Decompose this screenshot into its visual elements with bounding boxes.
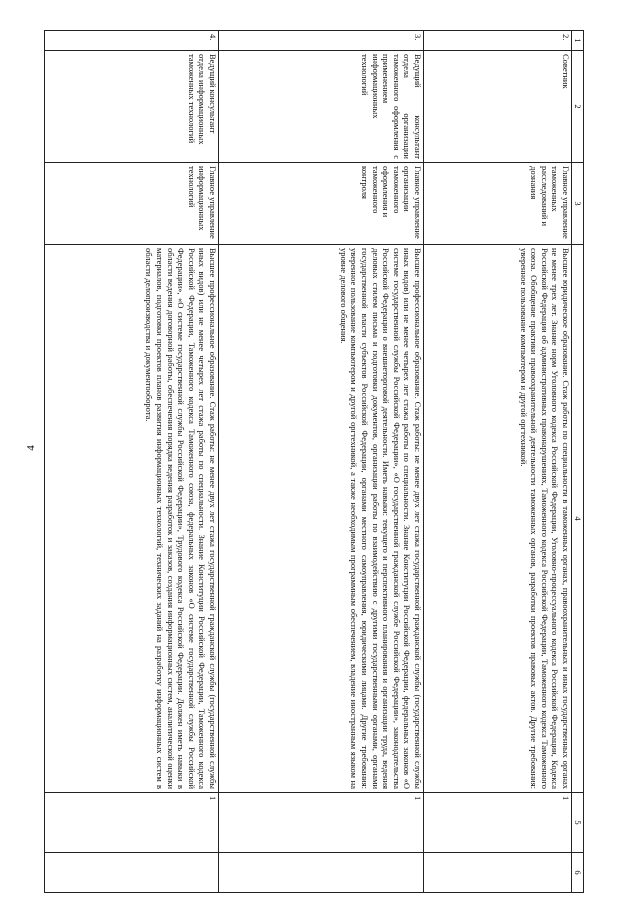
rotated-table-container <box>44 30 584 892</box>
column-header: 5 <box>572 793 584 853</box>
table-row <box>424 31 572 893</box>
header-row <box>572 31 584 893</box>
column-6-cell <box>45 853 219 893</box>
column-6-cell <box>424 853 572 893</box>
vacancy-table <box>44 30 584 893</box>
department-name: Главное управление организации таможенного оформления и таможенного контроля <box>219 163 424 245</box>
qualification-requirements: Высшее юридическое образование. Стаж работы по специальности в таможенных органах, правоохранительных и иных государственных органах не менее трех лет. Знание норм Уголовного кодекса Российской Федерации, Уголовно-процессуального кодекса Российской Федерации, Кодекса Российской Федерации об административных правонарушениях, Таможенного кодекса Российской Федерации, Таможенного кодекса Таможенного союза. Обобщение практики правоохранительной деятельности таможенных органов, разработки проектов правовых актов. Другие требования: уверенное пользование компьютером и другой оргтехникой. <box>424 245 572 793</box>
row-number: 4. <box>45 31 219 51</box>
column-header: 4 <box>572 245 584 793</box>
table-row <box>219 31 424 893</box>
row-number: 2. <box>424 31 572 51</box>
column-header: 6 <box>572 853 584 893</box>
vacancy-count: 1 <box>45 793 219 853</box>
vacancy-count: 1 <box>219 793 424 853</box>
page-number: 4 <box>24 445 37 451</box>
position-title: Советник <box>424 51 572 163</box>
position-title: Ведущий консультант отдела информационных таможенных технологий <box>45 51 219 163</box>
vacancy-count: 1 <box>424 793 572 853</box>
department-name: Главное управление таможенных расследований и дознания <box>424 163 572 245</box>
column-header: 3 <box>572 163 584 245</box>
qualification-requirements: Высшее профессиональное образование. Стаж работы: не менее двух лет стажа государственной гражданской службы (государственной службы иных видов) или не менее четырех лет стажа работы по специальности. Знание Конституции Российской Федерации, Таможенного кодекса Российской Федерации, Таможенного кодекса Таможенного союза, федеральных законов «О системе государственной службы Российской Федерации», «О системе государственной службы Российской Федерации», Трудового кодекса Российской Федерации. Должен иметь навыки в области ведения договорной работы, обеспечения порядка ведения разработок и заказов, создания информационных систем, аналитической оценки материалов, подготовки проектов планов развития информационных технологий, технических заданий на разработку информационных систем в области делопроизводства и документооборота. <box>45 245 219 793</box>
column-header: 1 <box>572 31 584 51</box>
column-header: 2 <box>572 51 584 163</box>
position-title: Ведущий консультант отдела организации таможенного оформления с применением информационных технологий <box>219 51 424 163</box>
column-6-cell <box>219 853 424 893</box>
qualification-requirements: Высшее профессиональное образование. Стаж работы: не менее двух лет стажа государственной гражданской службы (государственной службы иных видов) или не менее четырех лет стажа работы по специальности. Знание Конституции Российской Федерации, федеральных законов «О системе государственной службы Российской Федерации», «О государственной гражданской службе Российской Федерации», законодательства Российской Федерации о внешнеторговой деятельности. Иметь навыки: текущего и перспективного планирования и организации труда, ведения деловых стилем письма и подготовки документов, организации работы по взаимодействию с другими государственными органами, органами государственной власти субъектов Российской Федерации, органами местного самоуправления, юридическими лицами. Другие требования: уверенное пользование компьютером и другой оргтехникой, а также необходимым программным обеспечением, владение иностранным языком на уровне делового общения. <box>219 245 424 793</box>
department-name: Главное управление информационных технологий <box>45 163 219 245</box>
row-number: 3. <box>219 31 424 51</box>
table-row <box>45 31 219 893</box>
